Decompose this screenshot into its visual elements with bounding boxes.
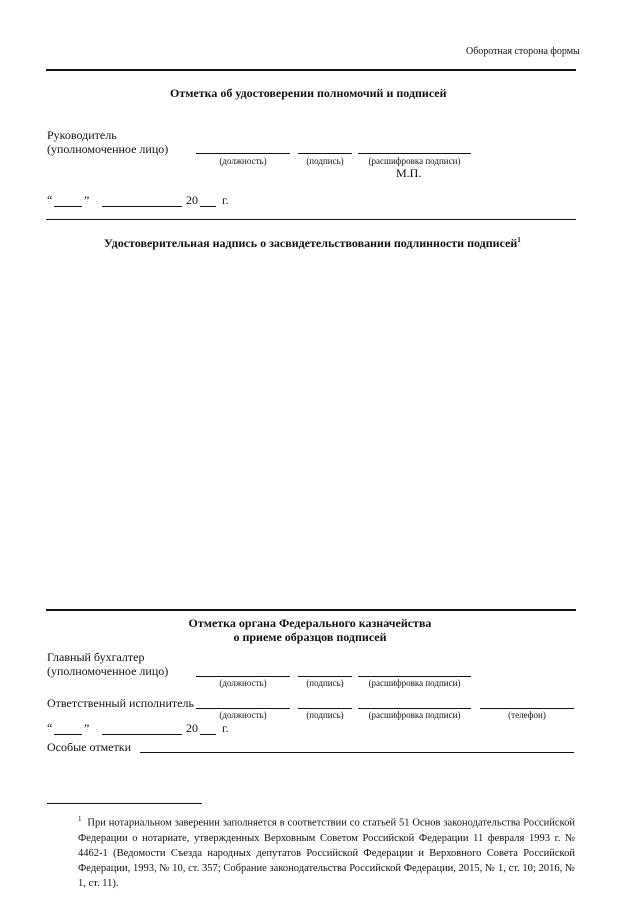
head-label-1: Руководитель: [47, 128, 117, 142]
form-side-label: Оборотная сторона формы: [466, 46, 580, 57]
s3-date-open-quote: “: [47, 721, 53, 735]
acct-caption-position: (должность): [219, 678, 267, 688]
date-year-line[interactable]: [200, 206, 216, 207]
acct-decoding-line[interactable]: [358, 676, 471, 677]
exec-position-line[interactable]: [196, 708, 290, 709]
date-close-quote: ”: [84, 193, 90, 207]
date-year-prefix: 20: [186, 193, 198, 207]
exec-caption-decoding: (расшифровка подписи): [368, 710, 461, 720]
exec-phone-line[interactable]: [480, 708, 574, 709]
section3-title-1: Отметка органа Федерального казначейства: [188, 616, 432, 630]
exec-decoding-line[interactable]: [358, 708, 471, 709]
section3-title-2: о приеме образцов подписей: [233, 630, 387, 644]
head-position-line[interactable]: [196, 153, 290, 154]
acct-position-line[interactable]: [196, 676, 290, 677]
acct-label-1: Главный бухгалтер: [47, 650, 145, 664]
date-month-line[interactable]: [102, 206, 182, 207]
section2-bottom-rule: [46, 609, 576, 611]
exec-caption-position: (должность): [219, 710, 267, 720]
notes-line[interactable]: [140, 752, 574, 753]
caption-decoding: (расшифровка подписи): [368, 156, 461, 166]
s3-date-close-quote: ”: [84, 721, 90, 735]
date-open-quote: “: [47, 193, 53, 207]
footnote-block: [78, 812, 575, 891]
footnote-separator: [47, 803, 202, 804]
section2-title-text: Удостоверительная надпись о засвидетельствовании подлинности подписей: [104, 236, 518, 250]
stamp-label: М.П.: [396, 166, 422, 180]
section2-title: [104, 236, 521, 251]
head-decoding-line[interactable]: [358, 153, 471, 154]
s3-date-year-suffix: г.: [222, 721, 229, 735]
footnote-text: При нотариальном заверении заполняется в соответствии со статьей 51 Основ законодательства Российской Федерации о нотариате, утвержденных Верховным Советом Российской Федерации 11 февраля 1993 г. № 4462-1 (Ведомости Съезда народных депутатов Российской Федерации и Верховного Совета Российской Федерации, 1993, № 10, ст. 357; Собрание законодательства Российской Федерации, 2015, № 1, ст. 10; 2016, № 1, ст. 11).: [78, 817, 576, 889]
head-label-2: (уполномоченное лицо): [47, 142, 169, 156]
exec-caption-phone: (телефон): [508, 710, 546, 720]
footnote-mark: 1: [78, 815, 82, 823]
date-day-line[interactable]: [54, 206, 82, 207]
s3-date-year-line[interactable]: [200, 734, 216, 735]
section1-bottom-rule: [46, 219, 576, 220]
acct-label-2: (уполномоченное лицо): [47, 664, 169, 678]
s3-date-month-line[interactable]: [102, 734, 182, 735]
exec-signature-line[interactable]: [298, 708, 352, 709]
date-year-suffix: г.: [222, 193, 229, 207]
s3-date-day-line[interactable]: [54, 734, 82, 735]
s3-date-year-prefix: 20: [186, 721, 198, 735]
exec-label: Ответственный исполнитель: [47, 696, 194, 710]
acct-signature-line[interactable]: [298, 676, 352, 677]
section2-footnote-mark: 1: [517, 236, 521, 244]
caption-signature: (подпись): [306, 156, 344, 166]
acct-caption-decoding: (расшифровка подписи): [368, 678, 461, 688]
caption-position: (должность): [219, 156, 267, 166]
head-signature-line[interactable]: [298, 153, 352, 154]
notes-label: Особые отметки: [47, 740, 131, 754]
top-rule: [46, 69, 576, 71]
section1-title: Отметка об удостоверении полномочий и подписей: [170, 86, 447, 100]
acct-caption-signature: (подпись): [306, 678, 344, 688]
exec-caption-signature: (подпись): [306, 710, 344, 720]
